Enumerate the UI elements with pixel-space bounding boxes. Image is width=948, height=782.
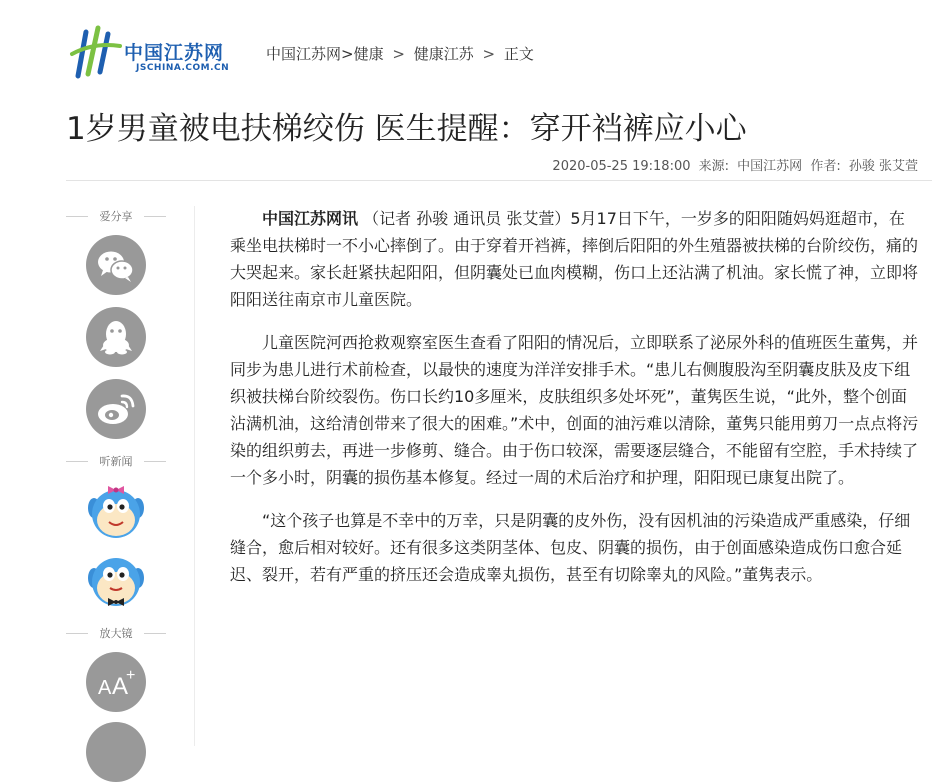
site-domain: JSCHINA.COM.CN (136, 63, 230, 73)
male-voice-avatar[interactable] (84, 550, 148, 614)
article-paragraph-3: “这个孩子也算是不幸中的万幸，只是阴囊的皮外伤，没有因机油的污染造成严重感染，仔细缝合，愈后相对较好。还有很多这类阴茎体、包皮、阴囊的损伤，由于创面感染造成伤口愈合延迟、裂开，若有严重的挤压还会造成睾丸损伤，甚至有切除睾丸的风险。”董隽表示。 (230, 511, 911, 584)
article-title: 1岁男童被电扶梯绞伤 医生提醒：穿开裆裤应小心 (66, 111, 747, 147)
site-logo[interactable] (68, 24, 238, 82)
sidebar-divider (194, 206, 195, 746)
zoom-label: 放大镜 (66, 625, 166, 641)
share-wechat-button[interactable] (86, 235, 146, 295)
share-weibo-button[interactable] (86, 379, 146, 439)
svg-text:A: A (112, 673, 129, 700)
logo-mark-icon (68, 24, 124, 82)
article-body (230, 205, 920, 604)
female-voice-avatar[interactable] (84, 478, 148, 542)
article-datetime: 2020-05-25 19:18:00 (552, 159, 691, 174)
article-paragraph (230, 205, 920, 313)
svg-text:A: A (98, 677, 112, 699)
breadcrumb-separator: > (482, 45, 496, 63)
wechat-icon (86, 235, 146, 295)
weibo-icon (86, 379, 146, 439)
qq-icon (86, 307, 146, 367)
font-size-increase-icon (86, 652, 146, 712)
article-lead: 中国江苏网讯 (262, 209, 359, 228)
article-paragraph-1-text: （记者 孙骏 通讯员 张艾萱）5月17日下午，一岁多的阳阳随妈妈逛超市，在乘坐电扶梯时一不小心摔倒了。由于穿着开裆裤，摔倒后阳阳的外生殖器被扶梯的台阶绞伤，痛的大哭起来。家长赶紧扶起阳阳，但阴囊处已血肉模糊，伤口上还沾满了机油。家长慌了神，立即将阳阳送往南京市儿童医院。 (230, 209, 919, 309)
article-paragraph-2: 儿童医院河西抢救观察室医生查看了阳阳的情况后，立即联系了泌尿外科的值班医生董隽，并同步为患儿进行术前检查，以最快的速度为洋洋安排手术。“患儿右侧腹股沟至阴囊皮肤及皮下组织被扶梯台阶绞裂伤。伤口长约10多厘米，皮肤组织多处坏死”，董隽医生说，“此外，整个创面沾满机油，这给清创带来了很大的困难。”术中，创面的油污难以清除，董隽只能用剪刀一点点将污染的组织剪去，再进一步修剪、缝合。由于伤口较深，需要逐层缝合，不能留有空腔，手术持续了一个多小时，阴囊的损伤基本修复。经过一周的术后治疗和护理，阳阳现已康复出院了。 (230, 333, 919, 487)
article-authors: 孙骏 张艾萱 (848, 159, 918, 174)
header-divider (66, 180, 932, 181)
share-label: 爱分享 (66, 208, 166, 224)
breadcrumb-current: 正文 (503, 45, 534, 63)
listen-label: 听新闻 (66, 453, 166, 469)
cartoon-girl-avatar-icon (84, 478, 148, 542)
sidebar-next-button[interactable] (86, 722, 146, 782)
zoom-text-button[interactable] (86, 652, 146, 712)
breadcrumb (266, 43, 534, 64)
author-label: 作者: (810, 159, 841, 174)
site-name: 中国江苏网 (124, 42, 225, 64)
breadcrumb-jiangsu-health[interactable]: 健康江苏 (413, 45, 474, 63)
cartoon-boy-avatar-icon (84, 550, 148, 614)
article-source: 中国江苏网 (737, 159, 803, 174)
svg-text:+: + (126, 667, 136, 684)
breadcrumb-separator: > (392, 45, 405, 63)
share-qq-button[interactable] (86, 307, 146, 367)
source-label: 来源: (698, 159, 730, 174)
breadcrumb-home-health[interactable]: 中国江苏网>健康 (266, 45, 384, 63)
article-meta (548, 155, 918, 174)
